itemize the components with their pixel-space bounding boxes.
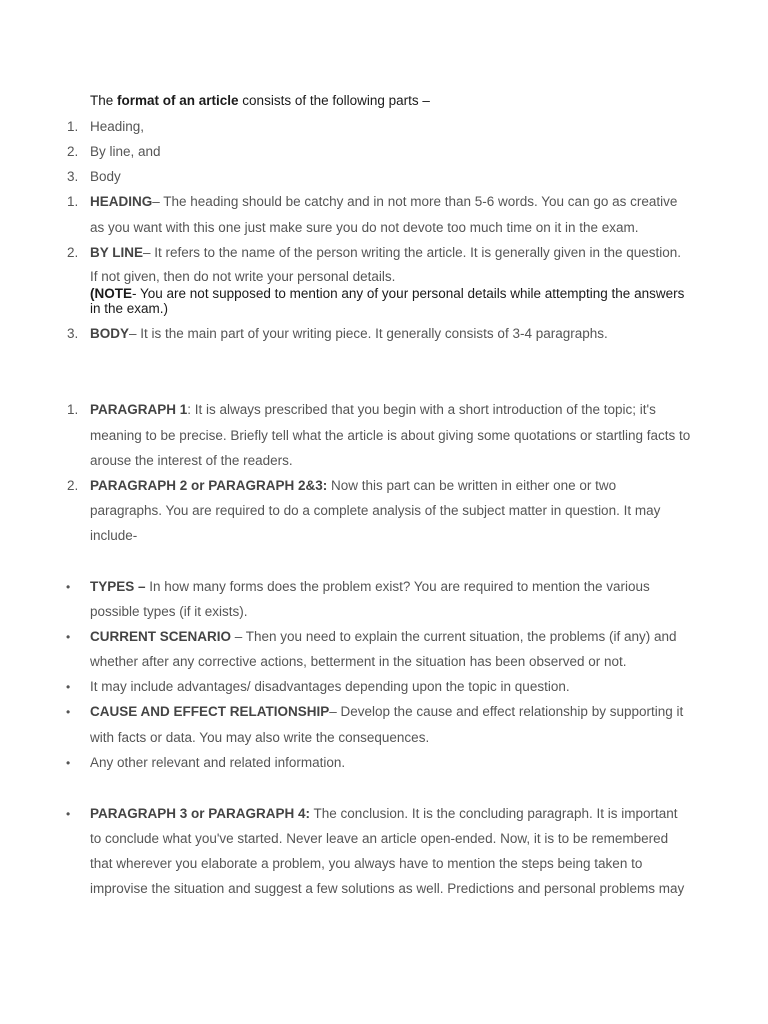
bullet-conclusion-title: PARAGRAPH 3 or PARAGRAPH 4: — [90, 806, 311, 821]
intro-pre: The — [90, 93, 118, 108]
paragraph-1-line2: meaning to be precise. Briefly tell what the article is about giving some quotations or startling facts to — [90, 428, 691, 443]
definition-byline-title: BY LINE — [90, 245, 144, 260]
bullet-icon: • — [66, 580, 71, 594]
bullet-scenario-line2: whether after any corrective actions, betterment in the situation has been observed or not. — [90, 654, 627, 669]
bullet-scenario-text: – Then you need to explain the current situation, the problems (if any) and — [231, 629, 677, 644]
definition-number: 3. — [67, 326, 79, 341]
bullet-conclusion-text: The conclusion. It is the concluding paragraph. It is important — [310, 806, 678, 821]
bullet-cause-line2: with facts or data. You may also write the consequences. — [90, 730, 430, 745]
paragraph-1-title: PARAGRAPH 1 — [90, 402, 188, 417]
paragraph-1-text: : It is always prescribed that you begin with a short introduction of the topic; it's — [187, 402, 656, 417]
bullet-conclusion — [90, 806, 677, 821]
definition-byline-line2: If not given, then do not write your personal details. — [90, 269, 396, 284]
definition-body — [90, 326, 608, 341]
definition-number: 2. — [67, 245, 79, 260]
intro-bold: format of an article — [117, 93, 239, 108]
paragraph-number: 2. — [67, 478, 79, 493]
definition-byline — [90, 245, 681, 260]
paragraph-2-line3: include- — [90, 528, 138, 543]
paragraph-2-line2: paragraphs. You are required to do a complete analysis of the subject matter in question. It may — [90, 503, 661, 518]
bullet-advantages: It may include advantages/ disadvantages depending upon the topic in question. — [90, 679, 570, 694]
paragraph-number: 1. — [67, 402, 79, 417]
paragraph-2-title: PARAGRAPH 2 or PARAGRAPH 2&3: — [90, 478, 328, 493]
bullet-other: Any other relevant and related information. — [90, 755, 346, 770]
definition-heading-line2: as you want with this one just make sure you do not devote too much time on it in the exam. — [90, 220, 639, 235]
note-text: - You are not supposed to mention any of your personal details while attempting the answers — [132, 286, 685, 301]
bullet-types — [90, 579, 650, 594]
bullet-types-text: In how many forms does the problem exist? You are required to mention the various — [145, 579, 650, 594]
note-line2: in the exam.) — [90, 301, 169, 316]
bullet-types-title: TYPES – — [90, 579, 146, 594]
note — [90, 286, 684, 301]
definition-byline-text: – It refers to the name of the person writing the article. It is generally given in the question. — [143, 245, 682, 260]
bullet-cause-title: CAUSE AND EFFECT RELATIONSHIP — [90, 704, 330, 719]
bullet-conclusion-line4: improvise the situation and suggest a few solutions as well. Predictions and personal problems may — [90, 881, 685, 896]
bullet-conclusion-line2: to conclude what you've started. Never leave an article open-ended. Now, it is to be remembered — [90, 831, 669, 846]
intro-line — [90, 93, 430, 108]
part-number: 1. — [67, 119, 79, 134]
part-item: Heading, — [90, 119, 145, 134]
paragraph-2 — [90, 478, 616, 493]
paragraph-1 — [90, 402, 656, 417]
bullet-cause — [90, 704, 683, 719]
paragraph-2-text: Now this part can be written in either one or two — [327, 478, 617, 493]
bullet-cause-text: – Develop the cause and effect relationship by supporting it — [329, 704, 684, 719]
definition-heading-text: – The heading should be catchy and in not more than 5-6 words. You can go as creative — [152, 194, 678, 209]
bullet-icon: • — [66, 630, 71, 644]
bullet-conclusion-line3: that wherever you elaborate a problem, you always have to mention the steps being taken to — [90, 856, 643, 871]
part-number: 3. — [67, 169, 79, 184]
note-label: (NOTE — [90, 286, 132, 301]
bullet-types-line2: possible types (if it exists). — [90, 604, 248, 619]
paragraph-1-line3: arouse the interest of the readers. — [90, 453, 293, 468]
definition-body-text: – It is the main part of your writing piece. It generally consists of 3-4 paragraphs. — [129, 326, 608, 341]
bullet-icon: • — [66, 807, 71, 821]
definition-heading-title: HEADING — [90, 194, 153, 209]
bullet-scenario — [90, 629, 677, 644]
definition-number: 1. — [67, 194, 79, 209]
part-item: Body — [90, 169, 121, 184]
definition-body-title: BODY — [90, 326, 130, 341]
intro-post: consists of the following parts – — [238, 93, 430, 108]
bullet-scenario-title: CURRENT SCENARIO — [90, 629, 232, 644]
definition-heading — [90, 194, 677, 209]
bullet-icon: • — [66, 705, 71, 719]
bullet-icon: • — [66, 756, 71, 770]
part-number: 2. — [67, 144, 79, 159]
bullet-icon: • — [66, 680, 71, 694]
part-item: By line, and — [90, 144, 161, 159]
